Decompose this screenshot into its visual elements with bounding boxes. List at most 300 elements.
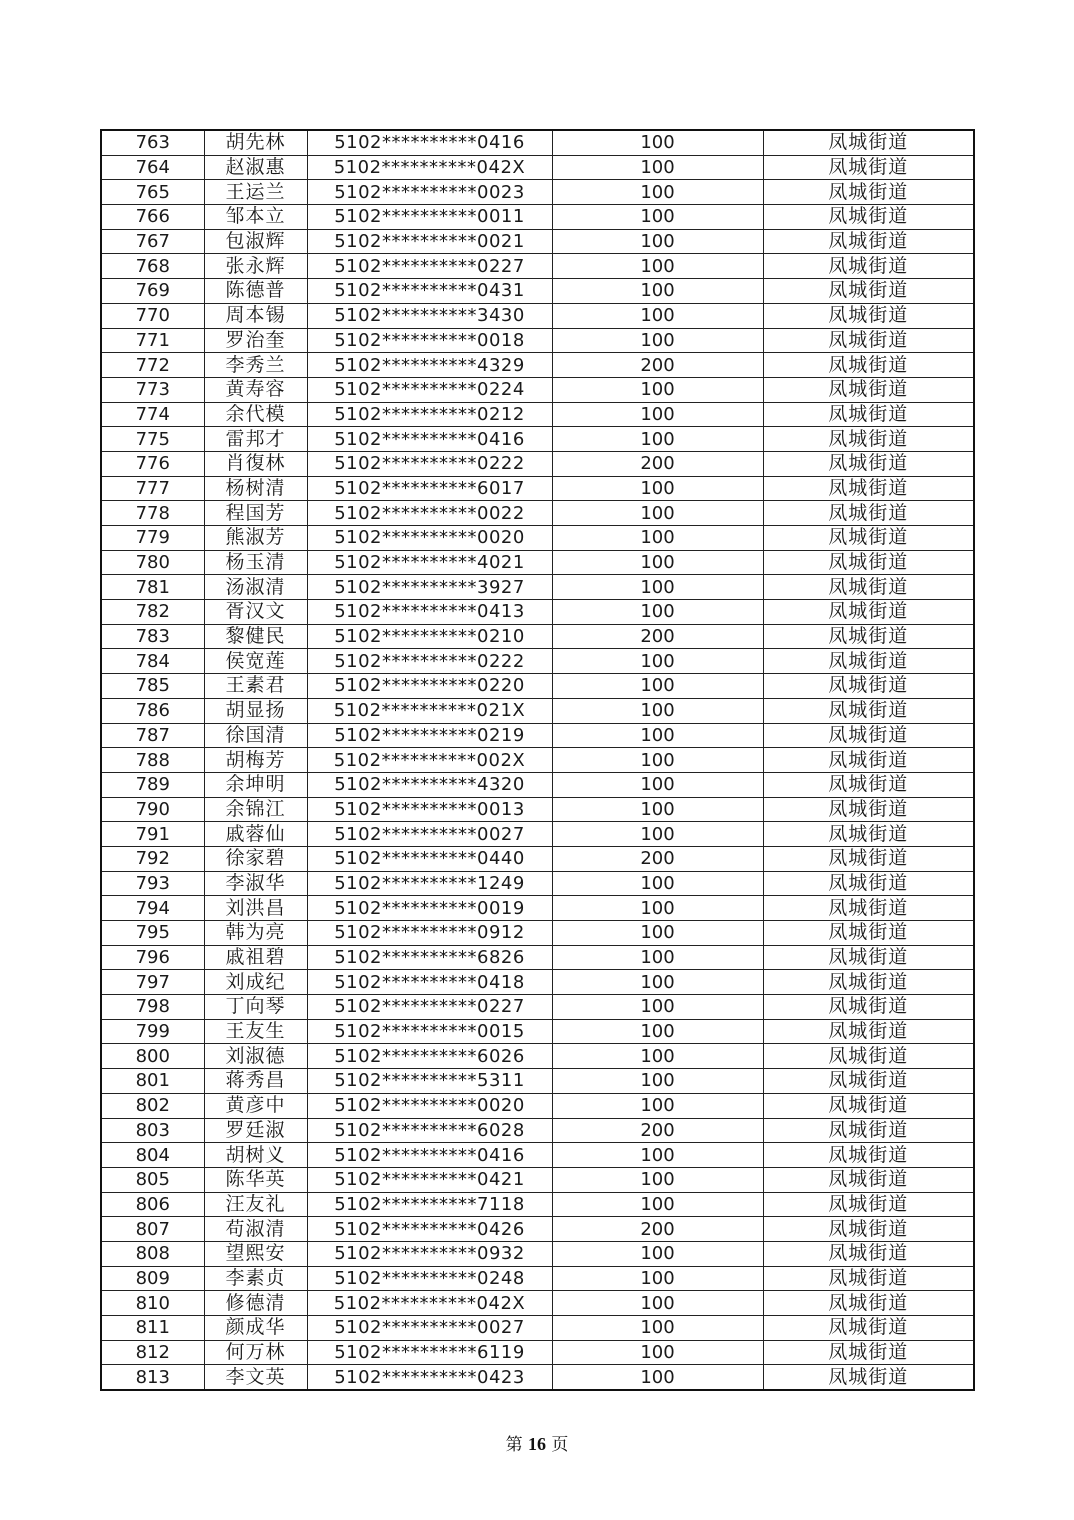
street-area-cell: 凤城街道 [763, 526, 974, 551]
person-name-cell: 蒋秀昌 [204, 1069, 307, 1094]
person-name-cell: 程国芳 [204, 501, 307, 526]
table-row [101, 1093, 974, 1118]
row-number-cell: 765 [101, 180, 204, 205]
id-number-cell: 5102**********0440 [307, 846, 552, 871]
table-row [101, 575, 974, 600]
row-number-cell: 804 [101, 1143, 204, 1168]
row-number-cell: 798 [101, 995, 204, 1020]
table-row [101, 303, 974, 328]
row-number-cell: 806 [101, 1192, 204, 1217]
table-row [101, 1069, 974, 1094]
street-area-cell: 凤城街道 [763, 1316, 974, 1341]
table-row [101, 624, 974, 649]
table-row [101, 995, 974, 1020]
street-area-cell: 凤城街道 [763, 970, 974, 995]
row-number-cell: 775 [101, 427, 204, 452]
amount-cell: 100 [552, 402, 763, 427]
row-number-cell: 782 [101, 600, 204, 625]
amount-cell: 100 [552, 970, 763, 995]
street-area-cell: 凤城街道 [763, 1291, 974, 1316]
table-row [101, 180, 974, 205]
row-number-cell: 783 [101, 624, 204, 649]
row-number-cell: 795 [101, 921, 204, 946]
table-row [101, 279, 974, 304]
amount-cell: 100 [552, 1241, 763, 1266]
row-number-cell: 764 [101, 155, 204, 180]
row-number-cell: 789 [101, 772, 204, 797]
row-number-cell: 778 [101, 501, 204, 526]
person-name-cell: 颜成华 [204, 1316, 307, 1341]
amount-cell: 100 [552, 501, 763, 526]
street-area-cell: 凤城街道 [763, 451, 974, 476]
table-row [101, 526, 974, 551]
amount-cell: 100 [552, 427, 763, 452]
row-number-cell: 812 [101, 1340, 204, 1365]
table-row [101, 1266, 974, 1291]
amount-cell: 200 [552, 624, 763, 649]
person-name-cell: 胡梅芳 [204, 748, 307, 773]
person-name-cell: 刘淑德 [204, 1044, 307, 1069]
person-name-cell: 包淑辉 [204, 229, 307, 254]
amount-cell: 100 [552, 130, 763, 155]
table-row [101, 970, 974, 995]
street-area-cell: 凤城街道 [763, 921, 974, 946]
table-row [101, 328, 974, 353]
amount-cell: 100 [552, 476, 763, 501]
id-number-cell: 5102**********0421 [307, 1167, 552, 1192]
person-name-cell: 王素君 [204, 674, 307, 699]
amount-cell: 100 [552, 254, 763, 279]
table-row [101, 229, 974, 254]
street-area-cell: 凤城街道 [763, 180, 974, 205]
footer-prefix: 第 [505, 1435, 523, 1455]
table-row [101, 896, 974, 921]
person-name-cell: 陈华英 [204, 1167, 307, 1192]
street-area-cell: 凤城街道 [763, 822, 974, 847]
person-name-cell: 黎健民 [204, 624, 307, 649]
person-name-cell: 王运兰 [204, 180, 307, 205]
amount-cell: 100 [552, 1167, 763, 1192]
street-area-cell: 凤城街道 [763, 229, 974, 254]
id-number-cell: 5102**********3430 [307, 303, 552, 328]
street-area-cell: 凤城街道 [763, 649, 974, 674]
street-area-cell: 凤城街道 [763, 1340, 974, 1365]
amount-cell: 100 [552, 1266, 763, 1291]
amount-cell: 100 [552, 945, 763, 970]
table-row [101, 1217, 974, 1242]
amount-cell: 200 [552, 451, 763, 476]
person-name-cell: 汤淑清 [204, 575, 307, 600]
id-number-cell: 5102**********0912 [307, 921, 552, 946]
person-name-cell: 李文英 [204, 1365, 307, 1390]
person-name-cell: 韩为亮 [204, 921, 307, 946]
amount-cell: 100 [552, 229, 763, 254]
amount-cell: 100 [552, 1044, 763, 1069]
person-name-cell: 胥汉文 [204, 600, 307, 625]
row-number-cell: 787 [101, 723, 204, 748]
row-number-cell: 786 [101, 698, 204, 723]
amount-cell: 100 [552, 600, 763, 625]
street-area-cell: 凤城街道 [763, 377, 974, 402]
table-row [101, 748, 974, 773]
amount-cell: 100 [552, 1093, 763, 1118]
street-area-cell: 凤城街道 [763, 550, 974, 575]
id-number-cell: 5102**********6119 [307, 1340, 552, 1365]
id-number-cell: 5102**********0212 [307, 402, 552, 427]
row-number-cell: 801 [101, 1069, 204, 1094]
amount-cell: 100 [552, 772, 763, 797]
street-area-cell: 凤城街道 [763, 1192, 974, 1217]
row-number-cell: 805 [101, 1167, 204, 1192]
row-number-cell: 803 [101, 1118, 204, 1143]
person-name-cell: 罗廷淑 [204, 1118, 307, 1143]
id-number-cell: 5102**********0013 [307, 797, 552, 822]
amount-cell: 100 [552, 995, 763, 1020]
table-row [101, 377, 974, 402]
street-area-cell: 凤城街道 [763, 723, 974, 748]
street-area-cell: 凤城街道 [763, 846, 974, 871]
amount-cell: 200 [552, 1217, 763, 1242]
row-number-cell: 768 [101, 254, 204, 279]
person-name-cell: 张永辉 [204, 254, 307, 279]
table-row [101, 600, 974, 625]
amount-cell: 100 [552, 205, 763, 230]
row-number-cell: 781 [101, 575, 204, 600]
table-row [101, 871, 974, 896]
table-row [101, 205, 974, 230]
table-row [101, 723, 974, 748]
amount-cell: 200 [552, 353, 763, 378]
amount-cell: 100 [552, 155, 763, 180]
row-number-cell: 809 [101, 1266, 204, 1291]
person-name-cell: 熊淑芳 [204, 526, 307, 551]
row-number-cell: 770 [101, 303, 204, 328]
table-row [101, 1143, 974, 1168]
id-number-cell: 5102**********0426 [307, 1217, 552, 1242]
id-number-cell: 5102**********0020 [307, 1093, 552, 1118]
street-area-cell: 凤城街道 [763, 945, 974, 970]
street-area-cell: 凤城街道 [763, 1044, 974, 1069]
row-number-cell: 792 [101, 846, 204, 871]
amount-cell: 100 [552, 279, 763, 304]
page-footer [0, 1430, 1074, 1455]
amount-cell: 100 [552, 1019, 763, 1044]
street-area-cell: 凤城街道 [763, 1019, 974, 1044]
table-row [101, 476, 974, 501]
street-area-cell: 凤城街道 [763, 772, 974, 797]
person-name-cell: 杨玉清 [204, 550, 307, 575]
person-name-cell: 丁向琴 [204, 995, 307, 1020]
amount-cell: 100 [552, 822, 763, 847]
amount-cell: 100 [552, 303, 763, 328]
id-number-cell: 5102**********0020 [307, 526, 552, 551]
person-name-cell: 王友生 [204, 1019, 307, 1044]
row-number-cell: 767 [101, 229, 204, 254]
street-area-cell: 凤城街道 [763, 402, 974, 427]
row-number-cell: 796 [101, 945, 204, 970]
street-area-cell: 凤城街道 [763, 205, 974, 230]
table-row [101, 155, 974, 180]
id-number-cell: 5102**********0219 [307, 723, 552, 748]
table-row [101, 1365, 974, 1390]
amount-cell: 100 [552, 921, 763, 946]
person-name-cell: 余代模 [204, 402, 307, 427]
street-area-cell: 凤城街道 [763, 1217, 974, 1242]
id-number-cell: 5102**********7118 [307, 1192, 552, 1217]
id-number-cell: 5102**********021X [307, 698, 552, 723]
row-number-cell: 773 [101, 377, 204, 402]
person-name-cell: 戚祖碧 [204, 945, 307, 970]
person-name-cell: 徐家碧 [204, 846, 307, 871]
person-name-cell: 杨树清 [204, 476, 307, 501]
person-name-cell: 侯宽莲 [204, 649, 307, 674]
table-row [101, 427, 974, 452]
street-area-cell: 凤城街道 [763, 871, 974, 896]
table-row [101, 1291, 974, 1316]
table-row [101, 1340, 974, 1365]
roster-table-body [101, 130, 974, 1390]
row-number-cell: 807 [101, 1217, 204, 1242]
street-area-cell: 凤城街道 [763, 575, 974, 600]
id-number-cell: 5102**********0224 [307, 377, 552, 402]
row-number-cell: 771 [101, 328, 204, 353]
row-number-cell: 763 [101, 130, 204, 155]
person-name-cell: 苟淑清 [204, 1217, 307, 1242]
id-number-cell: 5102**********5311 [307, 1069, 552, 1094]
street-area-cell: 凤城街道 [763, 328, 974, 353]
amount-cell: 100 [552, 1069, 763, 1094]
id-number-cell: 5102**********0416 [307, 427, 552, 452]
table-row [101, 698, 974, 723]
id-number-cell: 5102**********0416 [307, 1143, 552, 1168]
street-area-cell: 凤城街道 [763, 698, 974, 723]
id-number-cell: 5102**********002X [307, 748, 552, 773]
id-number-cell: 5102**********0222 [307, 649, 552, 674]
id-number-cell: 5102**********0021 [307, 229, 552, 254]
table-row [101, 797, 974, 822]
person-name-cell: 赵淑惠 [204, 155, 307, 180]
row-number-cell: 772 [101, 353, 204, 378]
row-number-cell: 802 [101, 1093, 204, 1118]
person-name-cell: 望熙安 [204, 1241, 307, 1266]
street-area-cell: 凤城街道 [763, 624, 974, 649]
row-number-cell: 800 [101, 1044, 204, 1069]
id-number-cell: 5102**********0227 [307, 254, 552, 279]
street-area-cell: 凤城街道 [763, 279, 974, 304]
person-name-cell: 李素贞 [204, 1266, 307, 1291]
row-number-cell: 779 [101, 526, 204, 551]
street-area-cell: 凤城街道 [763, 1093, 974, 1118]
table-row [101, 1167, 974, 1192]
roster-table [100, 129, 975, 1391]
street-area-cell: 凤城街道 [763, 600, 974, 625]
id-number-cell: 5102**********0413 [307, 600, 552, 625]
row-number-cell: 766 [101, 205, 204, 230]
table-row [101, 772, 974, 797]
id-number-cell: 5102**********3927 [307, 575, 552, 600]
amount-cell: 100 [552, 328, 763, 353]
street-area-cell: 凤城街道 [763, 1365, 974, 1390]
street-area-cell: 凤城街道 [763, 130, 974, 155]
id-number-cell: 5102**********0027 [307, 822, 552, 847]
person-name-cell: 罗治奎 [204, 328, 307, 353]
amount-cell: 100 [552, 550, 763, 575]
id-number-cell: 5102**********0431 [307, 279, 552, 304]
row-number-cell: 784 [101, 649, 204, 674]
person-name-cell: 李秀兰 [204, 353, 307, 378]
street-area-cell: 凤城街道 [763, 674, 974, 699]
id-number-cell: 5102**********0210 [307, 624, 552, 649]
id-number-cell: 5102**********0423 [307, 1365, 552, 1390]
street-area-cell: 凤城街道 [763, 476, 974, 501]
id-number-cell: 5102**********1249 [307, 871, 552, 896]
table-row [101, 945, 974, 970]
person-name-cell: 胡先林 [204, 130, 307, 155]
table-row [101, 501, 974, 526]
amount-cell: 100 [552, 180, 763, 205]
row-number-cell: 793 [101, 871, 204, 896]
id-number-cell: 5102**********4320 [307, 772, 552, 797]
id-number-cell: 5102**********0011 [307, 205, 552, 230]
row-number-cell: 810 [101, 1291, 204, 1316]
row-number-cell: 813 [101, 1365, 204, 1390]
table-row [101, 649, 974, 674]
amount-cell: 100 [552, 1143, 763, 1168]
person-name-cell: 修德清 [204, 1291, 307, 1316]
id-number-cell: 5102**********4329 [307, 353, 552, 378]
table-row [101, 1316, 974, 1341]
street-area-cell: 凤城街道 [763, 501, 974, 526]
id-number-cell: 5102**********6026 [307, 1044, 552, 1069]
street-area-cell: 凤城街道 [763, 1118, 974, 1143]
id-number-cell: 5102**********0015 [307, 1019, 552, 1044]
person-name-cell: 陈德普 [204, 279, 307, 304]
street-area-cell: 凤城街道 [763, 1266, 974, 1291]
table-row [101, 846, 974, 871]
row-number-cell: 788 [101, 748, 204, 773]
amount-cell: 100 [552, 649, 763, 674]
amount-cell: 100 [552, 748, 763, 773]
street-area-cell: 凤城街道 [763, 896, 974, 921]
person-name-cell: 戚蓉仙 [204, 822, 307, 847]
page-number: 16 [528, 1434, 546, 1454]
amount-cell: 100 [552, 723, 763, 748]
id-number-cell: 5102**********6017 [307, 476, 552, 501]
person-name-cell: 徐国清 [204, 723, 307, 748]
row-number-cell: 774 [101, 402, 204, 427]
street-area-cell: 凤城街道 [763, 254, 974, 279]
table-row [101, 822, 974, 847]
amount-cell: 100 [552, 1291, 763, 1316]
row-number-cell: 776 [101, 451, 204, 476]
person-name-cell: 汪友礼 [204, 1192, 307, 1217]
id-number-cell: 5102**********0932 [307, 1241, 552, 1266]
id-number-cell: 5102**********0018 [307, 328, 552, 353]
id-number-cell: 5102**********0022 [307, 501, 552, 526]
amount-cell: 100 [552, 1192, 763, 1217]
table-row [101, 130, 974, 155]
row-number-cell: 797 [101, 970, 204, 995]
id-number-cell: 5102**********0418 [307, 970, 552, 995]
person-name-cell: 余锦江 [204, 797, 307, 822]
street-area-cell: 凤城街道 [763, 155, 974, 180]
id-number-cell: 5102**********6028 [307, 1118, 552, 1143]
person-name-cell: 雷邦才 [204, 427, 307, 452]
amount-cell: 100 [552, 797, 763, 822]
id-number-cell: 5102**********0023 [307, 180, 552, 205]
person-name-cell: 李淑华 [204, 871, 307, 896]
amount-cell: 100 [552, 1365, 763, 1390]
table-row [101, 674, 974, 699]
id-number-cell: 5102**********0227 [307, 995, 552, 1020]
amount-cell: 200 [552, 1118, 763, 1143]
table-row [101, 1044, 974, 1069]
row-number-cell: 790 [101, 797, 204, 822]
table-row [101, 1019, 974, 1044]
table-row [101, 1192, 974, 1217]
person-name-cell: 邹本立 [204, 205, 307, 230]
amount-cell: 100 [552, 896, 763, 921]
amount-cell: 100 [552, 674, 763, 699]
table-row [101, 921, 974, 946]
id-number-cell: 5102**********0222 [307, 451, 552, 476]
person-name-cell: 黄寿容 [204, 377, 307, 402]
amount-cell: 100 [552, 871, 763, 896]
row-number-cell: 794 [101, 896, 204, 921]
amount-cell: 100 [552, 1340, 763, 1365]
person-name-cell: 胡树义 [204, 1143, 307, 1168]
id-number-cell: 5102**********042X [307, 1291, 552, 1316]
row-number-cell: 811 [101, 1316, 204, 1341]
row-number-cell: 799 [101, 1019, 204, 1044]
street-area-cell: 凤城街道 [763, 1069, 974, 1094]
person-name-cell: 刘成纪 [204, 970, 307, 995]
amount-cell: 200 [552, 846, 763, 871]
row-number-cell: 769 [101, 279, 204, 304]
row-number-cell: 780 [101, 550, 204, 575]
id-number-cell: 5102**********0220 [307, 674, 552, 699]
street-area-cell: 凤城街道 [763, 1167, 974, 1192]
amount-cell: 100 [552, 575, 763, 600]
footer-suffix: 页 [551, 1435, 569, 1455]
id-number-cell: 5102**********042X [307, 155, 552, 180]
row-number-cell: 785 [101, 674, 204, 699]
street-area-cell: 凤城街道 [763, 1241, 974, 1266]
id-number-cell: 5102**********0027 [307, 1316, 552, 1341]
id-number-cell: 5102**********0416 [307, 130, 552, 155]
amount-cell: 100 [552, 377, 763, 402]
street-area-cell: 凤城街道 [763, 1143, 974, 1168]
amount-cell: 100 [552, 526, 763, 551]
street-area-cell: 凤城街道 [763, 995, 974, 1020]
person-name-cell: 胡显扬 [204, 698, 307, 723]
table-row [101, 1118, 974, 1143]
table-row [101, 254, 974, 279]
id-number-cell: 5102**********4021 [307, 550, 552, 575]
person-name-cell: 余坤明 [204, 772, 307, 797]
id-number-cell: 5102**********0019 [307, 896, 552, 921]
table-row [101, 451, 974, 476]
row-number-cell: 777 [101, 476, 204, 501]
person-name-cell: 刘洪昌 [204, 896, 307, 921]
table-row [101, 353, 974, 378]
street-area-cell: 凤城街道 [763, 748, 974, 773]
street-area-cell: 凤城街道 [763, 303, 974, 328]
person-name-cell: 周本锡 [204, 303, 307, 328]
amount-cell: 100 [552, 1316, 763, 1341]
person-name-cell: 肖復林 [204, 451, 307, 476]
street-area-cell: 凤城街道 [763, 427, 974, 452]
